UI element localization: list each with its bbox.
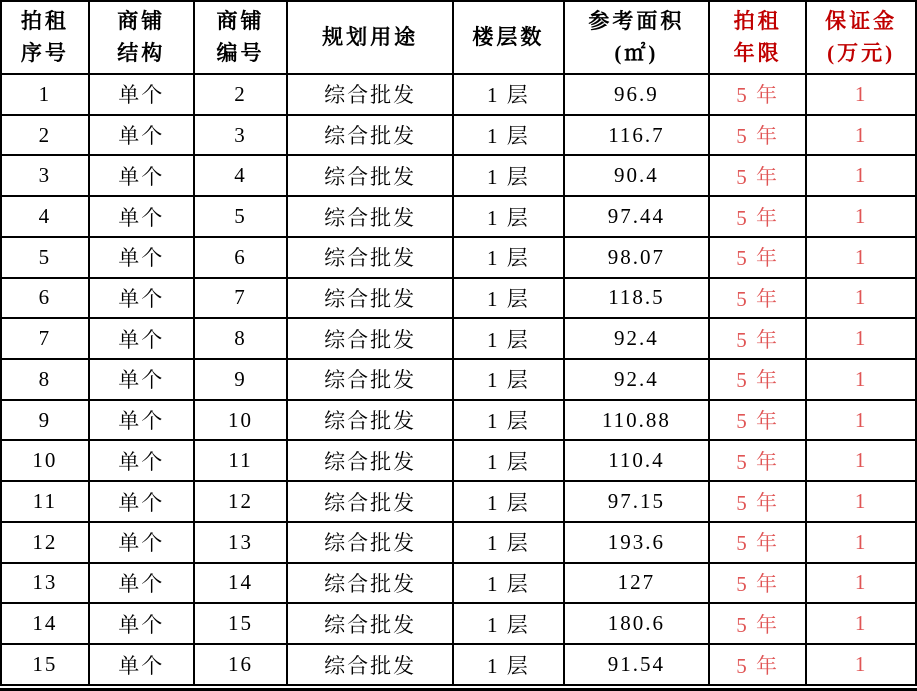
header-line: 拍租 bbox=[20, 9, 69, 33]
cell-shop-no: 16 bbox=[194, 644, 288, 685]
cell-seq: 13 bbox=[1, 563, 89, 604]
header-line: 结构 bbox=[117, 40, 166, 65]
cell-floors: 1 层 bbox=[453, 196, 564, 237]
cell-area: 92.4 bbox=[564, 318, 709, 359]
cell-use: 综合批发 bbox=[287, 440, 453, 481]
header-line: 保证金 bbox=[825, 9, 898, 33]
cell-use: 综合批发 bbox=[287, 563, 453, 604]
cell-use: 综合批发 bbox=[287, 74, 453, 115]
cell-shop-no: 7 bbox=[194, 278, 288, 319]
header-cell-term bbox=[709, 1, 806, 74]
header-line: (㎡) bbox=[614, 40, 659, 65]
cell-structure: 单个 bbox=[89, 115, 194, 156]
cell-deposit: 1 bbox=[806, 74, 916, 115]
cell-term: 5 年 bbox=[709, 644, 806, 685]
cell-seq: 12 bbox=[1, 522, 89, 563]
cell-floors: 1 层 bbox=[453, 115, 564, 156]
cell-term: 5 年 bbox=[709, 196, 806, 237]
cell-use: 综合批发 bbox=[287, 318, 453, 359]
cell-structure: 单个 bbox=[89, 603, 194, 644]
cell-area: 91.54 bbox=[564, 644, 709, 685]
cell-shop-no: 12 bbox=[194, 481, 288, 522]
cell-deposit: 1 bbox=[806, 318, 916, 359]
header-line: (万元) bbox=[827, 40, 896, 65]
cell-seq: 5 bbox=[1, 237, 89, 278]
table-row bbox=[1, 155, 916, 196]
cell-use: 综合批发 bbox=[287, 278, 453, 319]
cell-floors: 1 层 bbox=[453, 522, 564, 563]
table-row bbox=[1, 74, 916, 115]
cell-area: 98.07 bbox=[564, 237, 709, 278]
cell-use: 综合批发 bbox=[287, 359, 453, 400]
cell-floors: 1 层 bbox=[453, 359, 564, 400]
table-row bbox=[1, 359, 916, 400]
header-cell-structure bbox=[89, 1, 194, 74]
cell-structure: 单个 bbox=[89, 400, 194, 441]
cell-deposit: 1 bbox=[806, 481, 916, 522]
cell-area: 110.4 bbox=[564, 440, 709, 481]
cell-structure: 单个 bbox=[89, 522, 194, 563]
table-row bbox=[1, 440, 916, 481]
table-row bbox=[1, 644, 916, 685]
cell-shop-no: 13 bbox=[194, 522, 288, 563]
cell-floors: 1 层 bbox=[453, 74, 564, 115]
cell-structure: 单个 bbox=[89, 155, 194, 196]
cell-area: 110.88 bbox=[564, 400, 709, 441]
cell-shop-no: 6 bbox=[194, 237, 288, 278]
header-line: 序号 bbox=[20, 40, 69, 65]
table-row bbox=[1, 318, 916, 359]
cell-term: 5 年 bbox=[709, 563, 806, 604]
cell-deposit: 1 bbox=[806, 196, 916, 237]
cell-term: 5 年 bbox=[709, 115, 806, 156]
cell-seq: 4 bbox=[1, 196, 89, 237]
header-row bbox=[1, 1, 916, 74]
cell-structure: 单个 bbox=[89, 318, 194, 359]
cell-use: 综合批发 bbox=[287, 481, 453, 522]
header-cell-deposit bbox=[806, 1, 916, 74]
cell-term: 5 年 bbox=[709, 359, 806, 400]
cell-shop-no: 10 bbox=[194, 400, 288, 441]
cell-area: 116.7 bbox=[564, 115, 709, 156]
cell-use: 综合批发 bbox=[287, 400, 453, 441]
cell-shop-no: 14 bbox=[194, 563, 288, 604]
header-line: 商铺 bbox=[216, 9, 265, 33]
cell-floors: 1 层 bbox=[453, 278, 564, 319]
cell-deposit: 1 bbox=[806, 522, 916, 563]
cell-area: 118.5 bbox=[564, 278, 709, 319]
cell-shop-no: 4 bbox=[194, 155, 288, 196]
cell-shop-no: 15 bbox=[194, 603, 288, 644]
cell-term: 5 年 bbox=[709, 237, 806, 278]
cell-seq: 6 bbox=[1, 278, 89, 319]
cell-use: 综合批发 bbox=[287, 603, 453, 644]
table-row bbox=[1, 481, 916, 522]
header-cell-seq bbox=[1, 1, 89, 74]
cell-floors: 1 层 bbox=[453, 603, 564, 644]
cell-shop-no: 8 bbox=[194, 318, 288, 359]
header-line: 参考面积 bbox=[588, 9, 685, 33]
cell-use: 综合批发 bbox=[287, 522, 453, 563]
cell-floors: 1 层 bbox=[453, 155, 564, 196]
cell-term: 5 年 bbox=[709, 278, 806, 319]
cell-area: 97.15 bbox=[564, 481, 709, 522]
table-body bbox=[1, 74, 916, 685]
cell-area: 92.4 bbox=[564, 359, 709, 400]
cell-structure: 单个 bbox=[89, 196, 194, 237]
header-cell-area bbox=[564, 1, 709, 74]
cell-seq: 2 bbox=[1, 115, 89, 156]
cell-deposit: 1 bbox=[806, 278, 916, 319]
cell-floors: 1 层 bbox=[453, 318, 564, 359]
cell-area: 90.4 bbox=[564, 155, 709, 196]
cell-shop-no: 11 bbox=[194, 440, 288, 481]
table-row bbox=[1, 115, 916, 156]
cell-structure: 单个 bbox=[89, 237, 194, 278]
cell-seq: 8 bbox=[1, 359, 89, 400]
cell-structure: 单个 bbox=[89, 440, 194, 481]
table-row bbox=[1, 563, 916, 604]
cell-seq: 9 bbox=[1, 400, 89, 441]
cell-shop-no: 3 bbox=[194, 115, 288, 156]
cell-term: 5 年 bbox=[709, 74, 806, 115]
header-line: 年限 bbox=[733, 40, 782, 65]
cell-seq: 11 bbox=[1, 481, 89, 522]
cell-deposit: 1 bbox=[806, 115, 916, 156]
cell-seq: 10 bbox=[1, 440, 89, 481]
header-line: 编号 bbox=[216, 40, 265, 65]
table-header bbox=[1, 1, 916, 74]
cell-term: 5 年 bbox=[709, 155, 806, 196]
cell-area: 193.6 bbox=[564, 522, 709, 563]
cell-structure: 单个 bbox=[89, 563, 194, 604]
cell-seq: 14 bbox=[1, 603, 89, 644]
table-row bbox=[1, 196, 916, 237]
cell-floors: 1 层 bbox=[453, 563, 564, 604]
cell-term: 5 年 bbox=[709, 400, 806, 441]
cell-use: 综合批发 bbox=[287, 237, 453, 278]
cell-seq: 3 bbox=[1, 155, 89, 196]
header-cell-floors bbox=[453, 1, 564, 74]
header-line: 拍租 bbox=[733, 9, 782, 33]
cell-term: 5 年 bbox=[709, 440, 806, 481]
header-line: 规划用途 bbox=[322, 24, 419, 49]
cell-structure: 单个 bbox=[89, 644, 194, 685]
cell-deposit: 1 bbox=[806, 237, 916, 278]
cell-deposit: 1 bbox=[806, 563, 916, 604]
header-line: 楼层数 bbox=[472, 24, 545, 49]
cell-shop-no: 5 bbox=[194, 196, 288, 237]
cell-area: 96.9 bbox=[564, 74, 709, 115]
cell-floors: 1 层 bbox=[453, 644, 564, 685]
cell-deposit: 1 bbox=[806, 644, 916, 685]
header-cell-use bbox=[287, 1, 453, 74]
cell-structure: 单个 bbox=[89, 74, 194, 115]
cell-term: 5 年 bbox=[709, 481, 806, 522]
cell-seq: 15 bbox=[1, 644, 89, 685]
cell-term: 5 年 bbox=[709, 522, 806, 563]
cell-floors: 1 层 bbox=[453, 440, 564, 481]
cell-structure: 单个 bbox=[89, 481, 194, 522]
cell-floors: 1 层 bbox=[453, 400, 564, 441]
cell-deposit: 1 bbox=[806, 603, 916, 644]
table-row bbox=[1, 400, 916, 441]
table-row bbox=[1, 278, 916, 319]
cell-deposit: 1 bbox=[806, 155, 916, 196]
cell-seq: 1 bbox=[1, 74, 89, 115]
cell-deposit: 1 bbox=[806, 440, 916, 481]
table-row bbox=[1, 603, 916, 644]
header-line: 商铺 bbox=[117, 9, 166, 33]
cell-term: 5 年 bbox=[709, 603, 806, 644]
cell-floors: 1 层 bbox=[453, 481, 564, 522]
cell-area: 127 bbox=[564, 563, 709, 604]
cell-structure: 单个 bbox=[89, 278, 194, 319]
cell-use: 综合批发 bbox=[287, 644, 453, 685]
cell-deposit: 1 bbox=[806, 359, 916, 400]
cell-use: 综合批发 bbox=[287, 155, 453, 196]
table-row bbox=[1, 522, 916, 563]
cell-area: 97.44 bbox=[564, 196, 709, 237]
table-row bbox=[1, 237, 916, 278]
cell-floors: 1 层 bbox=[453, 237, 564, 278]
cell-term: 5 年 bbox=[709, 318, 806, 359]
cell-shop-no: 2 bbox=[194, 74, 288, 115]
cell-structure: 单个 bbox=[89, 359, 194, 400]
cell-deposit: 1 bbox=[806, 400, 916, 441]
cell-use: 综合批发 bbox=[287, 115, 453, 156]
cell-area: 180.6 bbox=[564, 603, 709, 644]
header-cell-shop-no bbox=[194, 1, 288, 74]
cell-use: 综合批发 bbox=[287, 196, 453, 237]
cell-seq: 7 bbox=[1, 318, 89, 359]
cell-shop-no: 9 bbox=[194, 359, 288, 400]
